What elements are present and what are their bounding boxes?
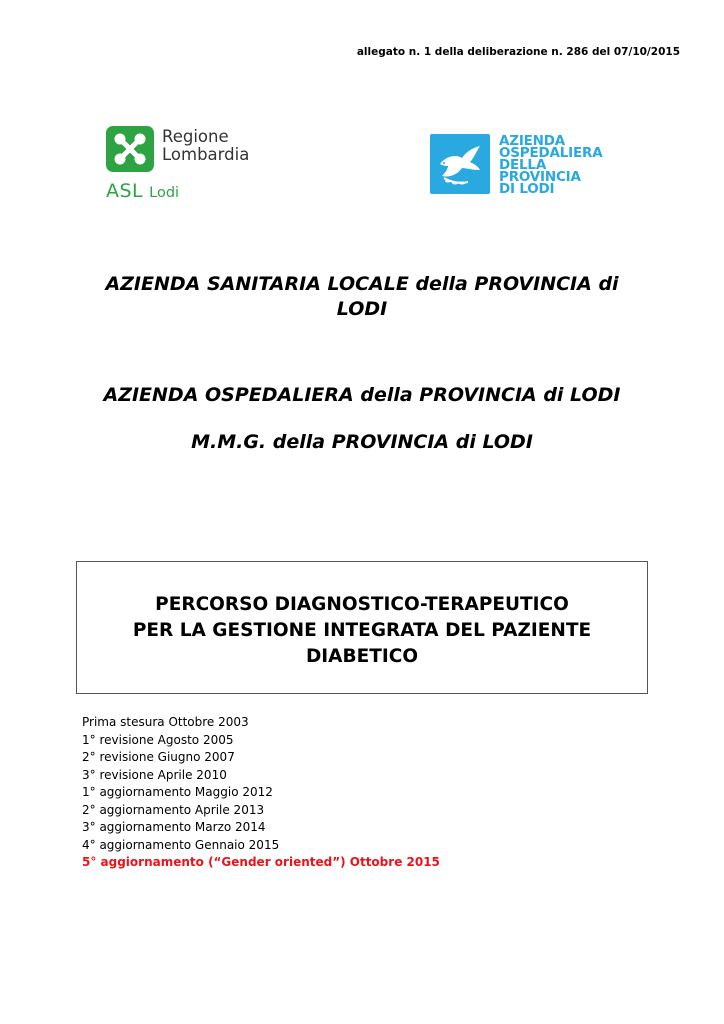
regione-lombardia-mark-icon xyxy=(106,126,154,172)
ao-logo-line: OSPEDALIERA xyxy=(499,145,603,161)
revision-item: 2° aggiornamento Aprile 2013 xyxy=(82,802,265,817)
mmg-title: M.M.G. della PROVINCIA di LODI xyxy=(191,431,533,453)
revision-item: 3° aggiornamento Marzo 2014 xyxy=(82,820,266,834)
revision-history xyxy=(82,714,440,872)
azienda-ospedaliera-logo-text xyxy=(499,135,602,195)
azienda-ospedaliera-logo xyxy=(430,134,630,204)
ao-logo-line: DELLA xyxy=(499,157,547,173)
revision-item: 3° revisione Aprile 2010 xyxy=(82,767,227,782)
document-title xyxy=(77,592,647,670)
asl-label: ASL xyxy=(106,180,144,202)
regione-label: Regione xyxy=(162,127,229,146)
revision-item: 1° aggiornamento Maggio 2012 xyxy=(82,785,273,799)
revision-item: Prima stesura Ottobre 2003 xyxy=(82,715,249,729)
revision-item: 2° revisione Giugno 2007 xyxy=(82,750,235,764)
deliberation-reference: allegato n. 1 della deliberazione n. 286 del 07/10/2015 xyxy=(356,46,680,58)
regione-lombardia-name xyxy=(162,128,249,164)
revision-item: 4° aggiornamento Gennaio 2015 xyxy=(82,837,280,852)
lombardia-label: Lombardia xyxy=(162,145,250,164)
revision-item: 1° revisione Agosto 2005 xyxy=(82,732,234,747)
latest-revision: 5° aggiornamento (“Gender oriented”) Ottobre 2015 xyxy=(82,855,440,869)
document-title-box xyxy=(76,561,648,694)
ao-logo-line: AZIENDA xyxy=(499,133,566,149)
asl-title xyxy=(0,272,724,322)
ao-logo-line: PROVINCIA xyxy=(499,169,581,185)
ospedaliera-title: AZIENDA OSPEDALIERA della PROVINCIA di LODI xyxy=(103,384,621,406)
document-title-line2: PER LA GESTIONE INTEGRATA DEL PAZIENTE xyxy=(132,620,592,641)
document-title-line3: DIABETICO xyxy=(305,646,419,667)
dove-icon xyxy=(430,134,490,194)
ao-logo-line: DI LODI xyxy=(499,181,555,197)
document-title-line1: PERCORSO DIAGNOSTICO-TERAPEUTICO xyxy=(155,594,569,615)
asl-title-line2: LODI xyxy=(336,298,388,320)
asl-title-line1: AZIENDA SANITARIA LOCALE della PROVINCIA di xyxy=(105,273,619,295)
regione-lombardia-logo xyxy=(106,124,286,204)
lodi-label: Lodi xyxy=(149,185,180,201)
asl-lodi-label xyxy=(106,180,179,202)
